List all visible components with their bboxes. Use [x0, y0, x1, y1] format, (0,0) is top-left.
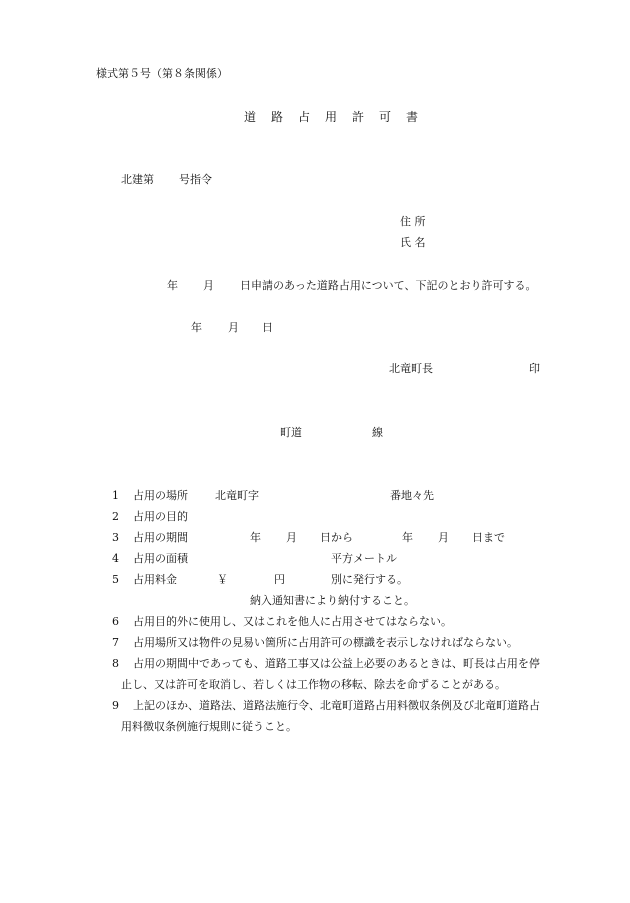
title-char: 可	[379, 110, 392, 124]
item-number: 3	[112, 531, 119, 544]
item-label: 占用の期間	[133, 531, 188, 544]
title-char: 許	[352, 110, 365, 124]
document-title	[244, 110, 433, 124]
item-value: 北竜町字	[215, 489, 259, 502]
item-label: 占用の面積	[133, 552, 188, 565]
item-number: 5	[112, 573, 119, 586]
road-suffix: 線	[372, 426, 383, 439]
application-year: 年	[167, 279, 178, 292]
issuer-name: 北竜町長	[389, 362, 433, 375]
application-month: 月	[203, 279, 214, 292]
period-end-month: 月	[438, 531, 449, 544]
item-text: 占用場所又は物件の見易い箇所に占用許可の標識を表示しなければならない。	[133, 636, 518, 649]
item-number: 2	[112, 510, 119, 523]
title-char: 用	[325, 110, 338, 124]
item-number: 7	[112, 636, 119, 649]
item-text-line2: 止し、又は許可を取消し、若しくは工作物の移転、除去を命ずることがある。	[121, 678, 506, 691]
name-label: 氏 名	[400, 236, 426, 249]
item-text: 占用目的外に使用し、又はこれを他人に占用させてはならない。	[133, 615, 452, 628]
item-text-line1: 占用の期間中であっても、道路工事又は公益上必要のあるときは、町長は占用を停	[133, 657, 540, 670]
item-number: 1	[112, 489, 119, 502]
period-start-day: 日から	[320, 531, 353, 544]
item-number: 9	[112, 699, 119, 712]
road-prefix: 町道	[280, 426, 302, 439]
title-char: 道	[244, 110, 257, 124]
item-suffix: 番地々先	[390, 489, 434, 502]
issue-month: 月	[228, 321, 239, 334]
title-char: 書	[406, 110, 419, 124]
issue-year: 年	[191, 321, 202, 334]
area-unit: 平方メートル	[331, 552, 397, 565]
item-text-line2: 用料徴収条例施行規則に従うこと。	[121, 720, 297, 733]
form-number: 様式第５号（第８条関係）	[96, 67, 228, 80]
issue-day: 日	[262, 321, 273, 334]
item-label: 占用の場所	[133, 489, 188, 502]
address-label: 住 所	[400, 215, 426, 228]
period-end-day: 日まで	[472, 531, 505, 544]
item-number: 6	[112, 615, 119, 628]
period-start-year: 年	[250, 531, 261, 544]
permit-number-suffix: 号指令	[179, 173, 212, 186]
yen-unit: 円	[274, 573, 285, 586]
seal-mark: 印	[529, 362, 540, 375]
fee-note: 別に発行する。	[331, 573, 408, 586]
permit-number-prefix: 北建第	[121, 173, 154, 186]
application-text: 日申請のあった道路占用について、下記のとおり許可する。	[240, 279, 537, 292]
title-char: 占	[298, 110, 311, 124]
period-end-year: 年	[402, 531, 413, 544]
period-start-month: 月	[286, 531, 297, 544]
item-label: 占用の目的	[133, 510, 188, 523]
item-number: 8	[112, 657, 119, 670]
item-number: 4	[112, 552, 119, 565]
item-label: 占用料金	[133, 573, 177, 586]
yen-mark: ￥	[217, 573, 228, 586]
fee-payment-note: 納入通知書により納付すること。	[250, 594, 415, 607]
item-text-line1: 上記のほか、道路法、道路法施行令、北竜町道路占用料徴収条例及び北竜町道路占	[133, 699, 540, 712]
title-char: 路	[271, 110, 284, 124]
